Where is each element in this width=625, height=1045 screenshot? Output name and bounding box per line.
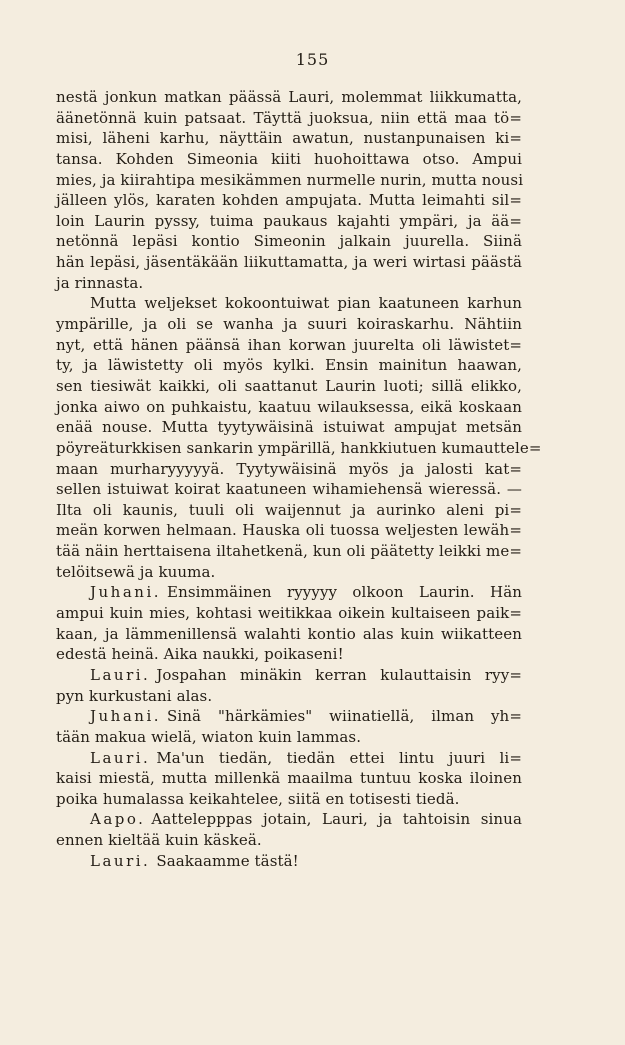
text-line <box>56 108 522 129</box>
text-line <box>56 376 522 397</box>
line-text: ennen kieltää kuin käskeä. <box>56 831 262 850</box>
line-text: loin Laurin pyssy, tuima paukaus kajahti ympäri, ja ää= <box>56 211 522 230</box>
body-text <box>56 87 542 871</box>
text-line <box>56 789 522 810</box>
line-text: telöitsewä ja kuuma. <box>56 562 216 581</box>
text-line <box>56 190 522 211</box>
line-text: Saakaamme tästä! <box>156 851 299 870</box>
line-text: Jospahan minäkin kerran kulauttaisin ryy= <box>156 665 522 684</box>
line-text: pyn kurkustani alas. <box>56 686 213 705</box>
line-text: ty, ja läwistetty oli myös kylki. Ensin mainitun haawan, <box>56 356 522 375</box>
text-line <box>56 603 522 624</box>
speaker-name: Lauri. <box>90 748 151 767</box>
text-line <box>56 768 522 789</box>
line-text: hän lepäsi, jäsentäkään liikuttamatta, ja weri wirtasi päästä <box>56 253 522 272</box>
line-text: Sinä "härkämies" wiinatiellä, ilman yh= <box>167 707 522 726</box>
line-text: tään makua wielä, wiaton kuin lammas. <box>56 727 362 746</box>
text-line <box>56 211 522 232</box>
line-text: mies, ja kiirahtipa mesikämmen nurmelle nurin, mutta nousi <box>56 170 524 189</box>
line-text: poika humalassa keikahtelee, siitä en totisesti tiedä. <box>56 789 460 808</box>
line-text: maan murharyyyyyä. Tyytywäisinä myös ja jalosti kat= <box>56 459 522 478</box>
line-text: Ensimmäinen ryyyyy olkoon Laurin. Hän <box>167 583 522 602</box>
text-line <box>56 335 522 356</box>
line-text: tansa. Kohden Simeonia kiiti huohoittawa otso. Ampui <box>56 149 522 168</box>
line-text: tää näin herttaisena iltahetkenä, kun oli päätetty leikki me= <box>56 542 522 561</box>
text-line <box>56 397 522 418</box>
text-line <box>56 149 522 170</box>
line-text: kaan, ja lämmenillensä walahti kontio alas kuin wiikatteen <box>56 624 522 643</box>
text-line <box>56 479 522 500</box>
line-text: ampui kuin mies, kohtasi weitikkaa oikein kultaiseen paik= <box>56 604 522 623</box>
line-text: enää nouse. Mutta tyytywäisinä istuiwat ampujat metsän <box>56 418 522 437</box>
text-line <box>56 624 522 645</box>
line-text: Ilta oli kaunis, tuuli oli waijennut ja aurinko aleni pi= <box>56 500 522 519</box>
text-line <box>56 541 522 562</box>
line-text: Aattelepppas jotain, Lauri, ja tahtoisin sinua <box>151 810 522 829</box>
text-line <box>56 355 522 376</box>
text-line <box>56 438 542 459</box>
line-text: edestä heinä. Aika naukki, poikaseni! <box>56 645 344 664</box>
line-text: jonka aiwo on puhkaistu, kaatuu wilauksessa, eikä koskaan <box>56 397 522 416</box>
text-line <box>56 293 522 314</box>
line-text: nestä jonkun matkan päässä Lauri, molemmat liikkumatta, <box>56 88 522 106</box>
page-number: 155 <box>295 50 330 69</box>
text-line <box>56 170 522 191</box>
text-line <box>56 128 522 149</box>
text-line <box>56 314 522 335</box>
text-line <box>56 273 522 294</box>
line-text: sen tiesiwät kaikki, oli saattanut Laurin luoti; sillä elikko, <box>56 376 522 395</box>
text-line <box>56 644 522 665</box>
text-line <box>56 459 522 480</box>
line-text: misi, läheni karhu, näyttäin awatun, nustanpunaisen ki= <box>56 129 522 148</box>
text-line <box>56 809 522 830</box>
line-text: Ma'un tiedän, tiedän ettei lintu juuri li= <box>156 748 522 767</box>
speaker-name: Juhani. <box>90 583 162 602</box>
text-line <box>56 582 522 603</box>
speaker-name: Lauri. <box>90 851 151 870</box>
line-text: Mutta weljekset kokoontuiwat pian kaatuneen karhun <box>90 294 522 313</box>
line-text: nyt, että hänen päänsä ihan korwan juurelta oli läwistet= <box>56 335 522 354</box>
line-text: netönnä lepäsi kontio Simeonin jalkain juurella. Siinä <box>56 232 522 251</box>
text-line <box>56 252 522 273</box>
line-text: äänetönnä kuin patsaat. Täyttä juoksua, niin että maa tö= <box>56 108 522 127</box>
line-text: meän korwen helmaan. Hauska oli tuossa weljesten lewäh= <box>56 521 522 540</box>
line-text: kaisi miestä, mutta millenkä maailma tuntuu koska iloinen <box>56 769 522 788</box>
speaker-name: Lauri. <box>90 665 151 684</box>
line-text: ja rinnasta. <box>56 273 144 292</box>
text-line <box>56 748 522 769</box>
speaker-name: Aapo. <box>90 810 146 829</box>
text-line <box>56 87 522 108</box>
text-line <box>56 851 522 872</box>
text-line <box>56 500 522 521</box>
line-text: sellen istuiwat koirat kaatuneen wihamiehensä wieressä. — <box>56 480 522 499</box>
line-text: ympärille, ja oli se wanha ja suuri koiraskarhu. Nähtiin <box>56 315 522 334</box>
text-line <box>56 231 522 252</box>
text-line <box>56 686 522 707</box>
text-line <box>56 665 522 686</box>
text-line <box>56 417 522 438</box>
text-line <box>56 830 522 851</box>
text-line <box>56 727 522 748</box>
speaker-name: Juhani. <box>90 707 162 726</box>
text-line <box>56 706 522 727</box>
text-line <box>56 520 522 541</box>
text-line <box>56 562 522 583</box>
line-text: pöyreäturkkisen sankarin ympärillä, hankkiutuen kumauttele= <box>56 438 542 457</box>
line-text: jälleen ylös, karaten kohden ampujata. Mutta leimahti sil= <box>56 191 522 210</box>
